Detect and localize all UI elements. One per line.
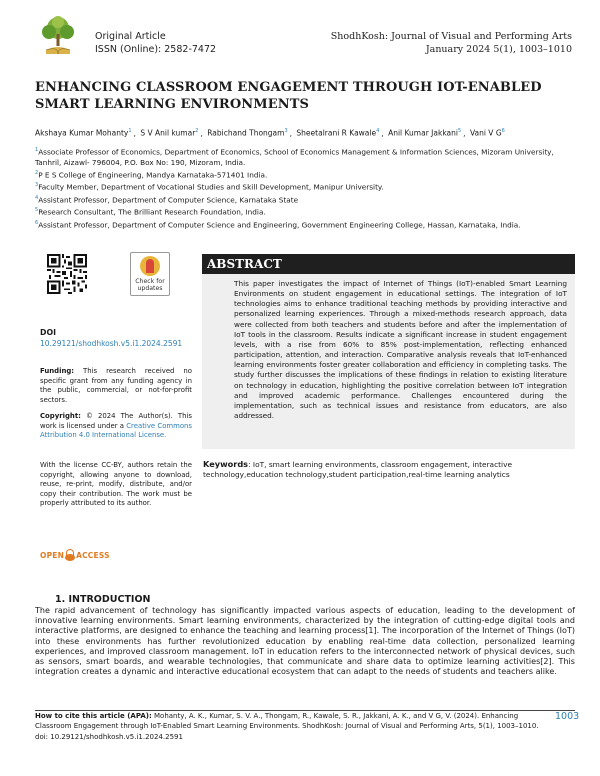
author: Anil Kumar Jakkani: [388, 128, 458, 138]
header-left: [95, 30, 216, 56]
check-for-updates-badge[interactable]: [130, 252, 170, 296]
author-sup[interactable]: 1: [128, 128, 132, 134]
affiliation: $^6$Assistant Professor, Department of Computer Science and Engineering, Government Engineering College, Hassan, Karnataka, India.: [35, 219, 521, 230]
author: Akshaya Kumar Mohanty: [35, 128, 129, 138]
page-number: 1003: [555, 711, 580, 722]
author-list: Akshaya Kumar Mohanty$^1$ , S V Anil kumar$^2$ , Rabichand Thongam$^3$ , Sheetalrani R Kawale$^4$ , Anil Kumar Jakkani$^5$ , Vani V $G^6$: [35, 128, 505, 138]
bookmark-icon: [140, 256, 160, 276]
citation-note: How to cite this article (APA): Mohanty, A. K., Kumar, S. V. A., Thongam, R., Kawale, S. R., Jakkani, A. K., and V G, V. (2024). Enhancing Classroom Engagement through IoT-Enabled Smart Learning Environments. ShodhKosh: Journal of Visual and Performing Arts, 5(1), 1003–1010. doi: 10.29121/shodhkosh.v5.i1.2024.2591: [35, 712, 539, 741]
abstract-heading: ABSTRACT: [202, 254, 575, 274]
funding-note: Funding: This research received no specific grant from any funding agency in the public, commercial, or not-for-profit sectors.: [40, 367, 192, 404]
author-sup[interactable]: 5: [457, 128, 462, 134]
section-heading-introduction: 1. INTRODUCTION: [55, 594, 151, 605]
copyright-note: Copyright: © 2024 The Author(s). This work is licensed under a Creative Commons Attribution 4.0 International License.: [40, 412, 193, 440]
author: Vani V G: [469, 128, 502, 138]
affiliation-list: [35, 145, 575, 230]
license-link[interactable]: Creative Commons Attribution 4.0 International License.: [40, 421, 193, 440]
author-sup[interactable]: 3: [284, 128, 288, 134]
affiliation: $^1$Associate Professor of Economics, Department of Economics, School of Economics Management & Information Sciences, Mizoram University, Tanhril, Aizawl- 796004, P.O. Box No: 190, Mizoram, India.: [35, 147, 554, 167]
qr-code-icon: [47, 254, 87, 294]
author-sup[interactable]: 2: [195, 128, 199, 134]
abstract-text: This paper investigates the impact of Internet of Things (IoT)-enabled Smart Learning Environments on student engagement in educational settings. The integration of IoT technologies aims to enhance traditional teaching methods by providing interactive and personalized learning experiences. Through a mixed-methods research approach, data were collected from both teachers and students before and after the implementation of IoT tools in the classroom. Results indicate a significant increase in student engagement levels, with a rise from 60% to 85% post-implementation, reflecting enhanced participation, attention, and interaction. Comparative analysis reveals that IoT-enhanced learning environments foster greater collaboration and efficiency in completing tasks. The study further discusses the implications of these findings in relation to existing literature on technology in education, highlighting the positive correlation between IoT integration and improved academic performance. Challenges encountered during the implementation, such as technical issues and resistance from educators, are also addressed.: [202, 274, 575, 449]
journal-name: ShodhKosh: Journal of Visual and Performing Arts: [330, 31, 572, 42]
doi-link[interactable]: 10.29121/shodhkosh.v5.i1.2024.2591: [40, 339, 183, 348]
author: Rabichand Thongam: [207, 128, 285, 138]
doi-label: DOI: [40, 328, 57, 337]
journal-logo-icon: [38, 14, 78, 56]
header-right: [331, 30, 572, 56]
keywords: Keywords: IoT, smart learning environments, classroom engagement, interactive technology,education technology,student participation,real-time learning analytics: [203, 459, 513, 480]
author: Sheetalrani R Kawale: [296, 128, 377, 138]
author-sup[interactable]: 4: [376, 128, 380, 134]
affiliation: $^5$Research Consultant, The Brilliant Research Foundation, India.: [35, 207, 266, 217]
license-statement: With the license CC-BY, authors retain the copyright, allowing anyone to download, reuse, re-print, modify, distribute, and/or copy their contribution. The work must be properly attributed to its author.: [40, 461, 192, 508]
article-type: Original Article: [95, 31, 166, 42]
author-sup[interactable]: 6: [501, 128, 505, 134]
open-access-badge: OPEN ACCESS: [40, 550, 110, 560]
affiliation: $^4$Assistant Professor, Department of Computer Science, Karnataka State: [35, 194, 299, 205]
affiliation: $^3$Faculty Member, Department of Vocational Studies and Skill Development, Manipur University.: [35, 182, 384, 192]
paper-title: ENHANCING CLASSROOM ENGAGEMENT THROUGH IOT-ENABLED SMART LEARNING ENVIRONMENTS: [35, 80, 542, 112]
introduction-text: The rapid advancement of technology has significantly impacted various aspects of education, leading to the development of innovative learning environments. Smart learning environments, characterized by the integration of cutting-edge digital tools and interactive platforms, are designed to enhance the teaching and learning process[1]. The incorporation of the Internet of Things (IoT) into these environments has further revolutionized education by enabling real-time data collection, personalized learning experiences, and improved classroom management. IoT in education refers to the interconnected network of physical devices, such as sensors, smart boards, and wearable technologies, that communicate and share data to optimize learning activities[2]. This integration creates a dynamic and interactive educational ecosystem that can adapt to the needs of students and teachers alike.: [35, 606, 575, 677]
open-lock-icon: [65, 549, 75, 561]
affiliation: $^2$P E S College of Engineering, Mandya Karnataka-571401 India.: [35, 169, 268, 180]
issn: ISSN (Online): 2582-7472: [95, 44, 217, 55]
issue-info: January 2024 5(1), 1003–1010: [425, 44, 572, 55]
author: S V Anil kumar: [140, 128, 196, 138]
check-updates-label: Check for updates: [135, 278, 165, 292]
